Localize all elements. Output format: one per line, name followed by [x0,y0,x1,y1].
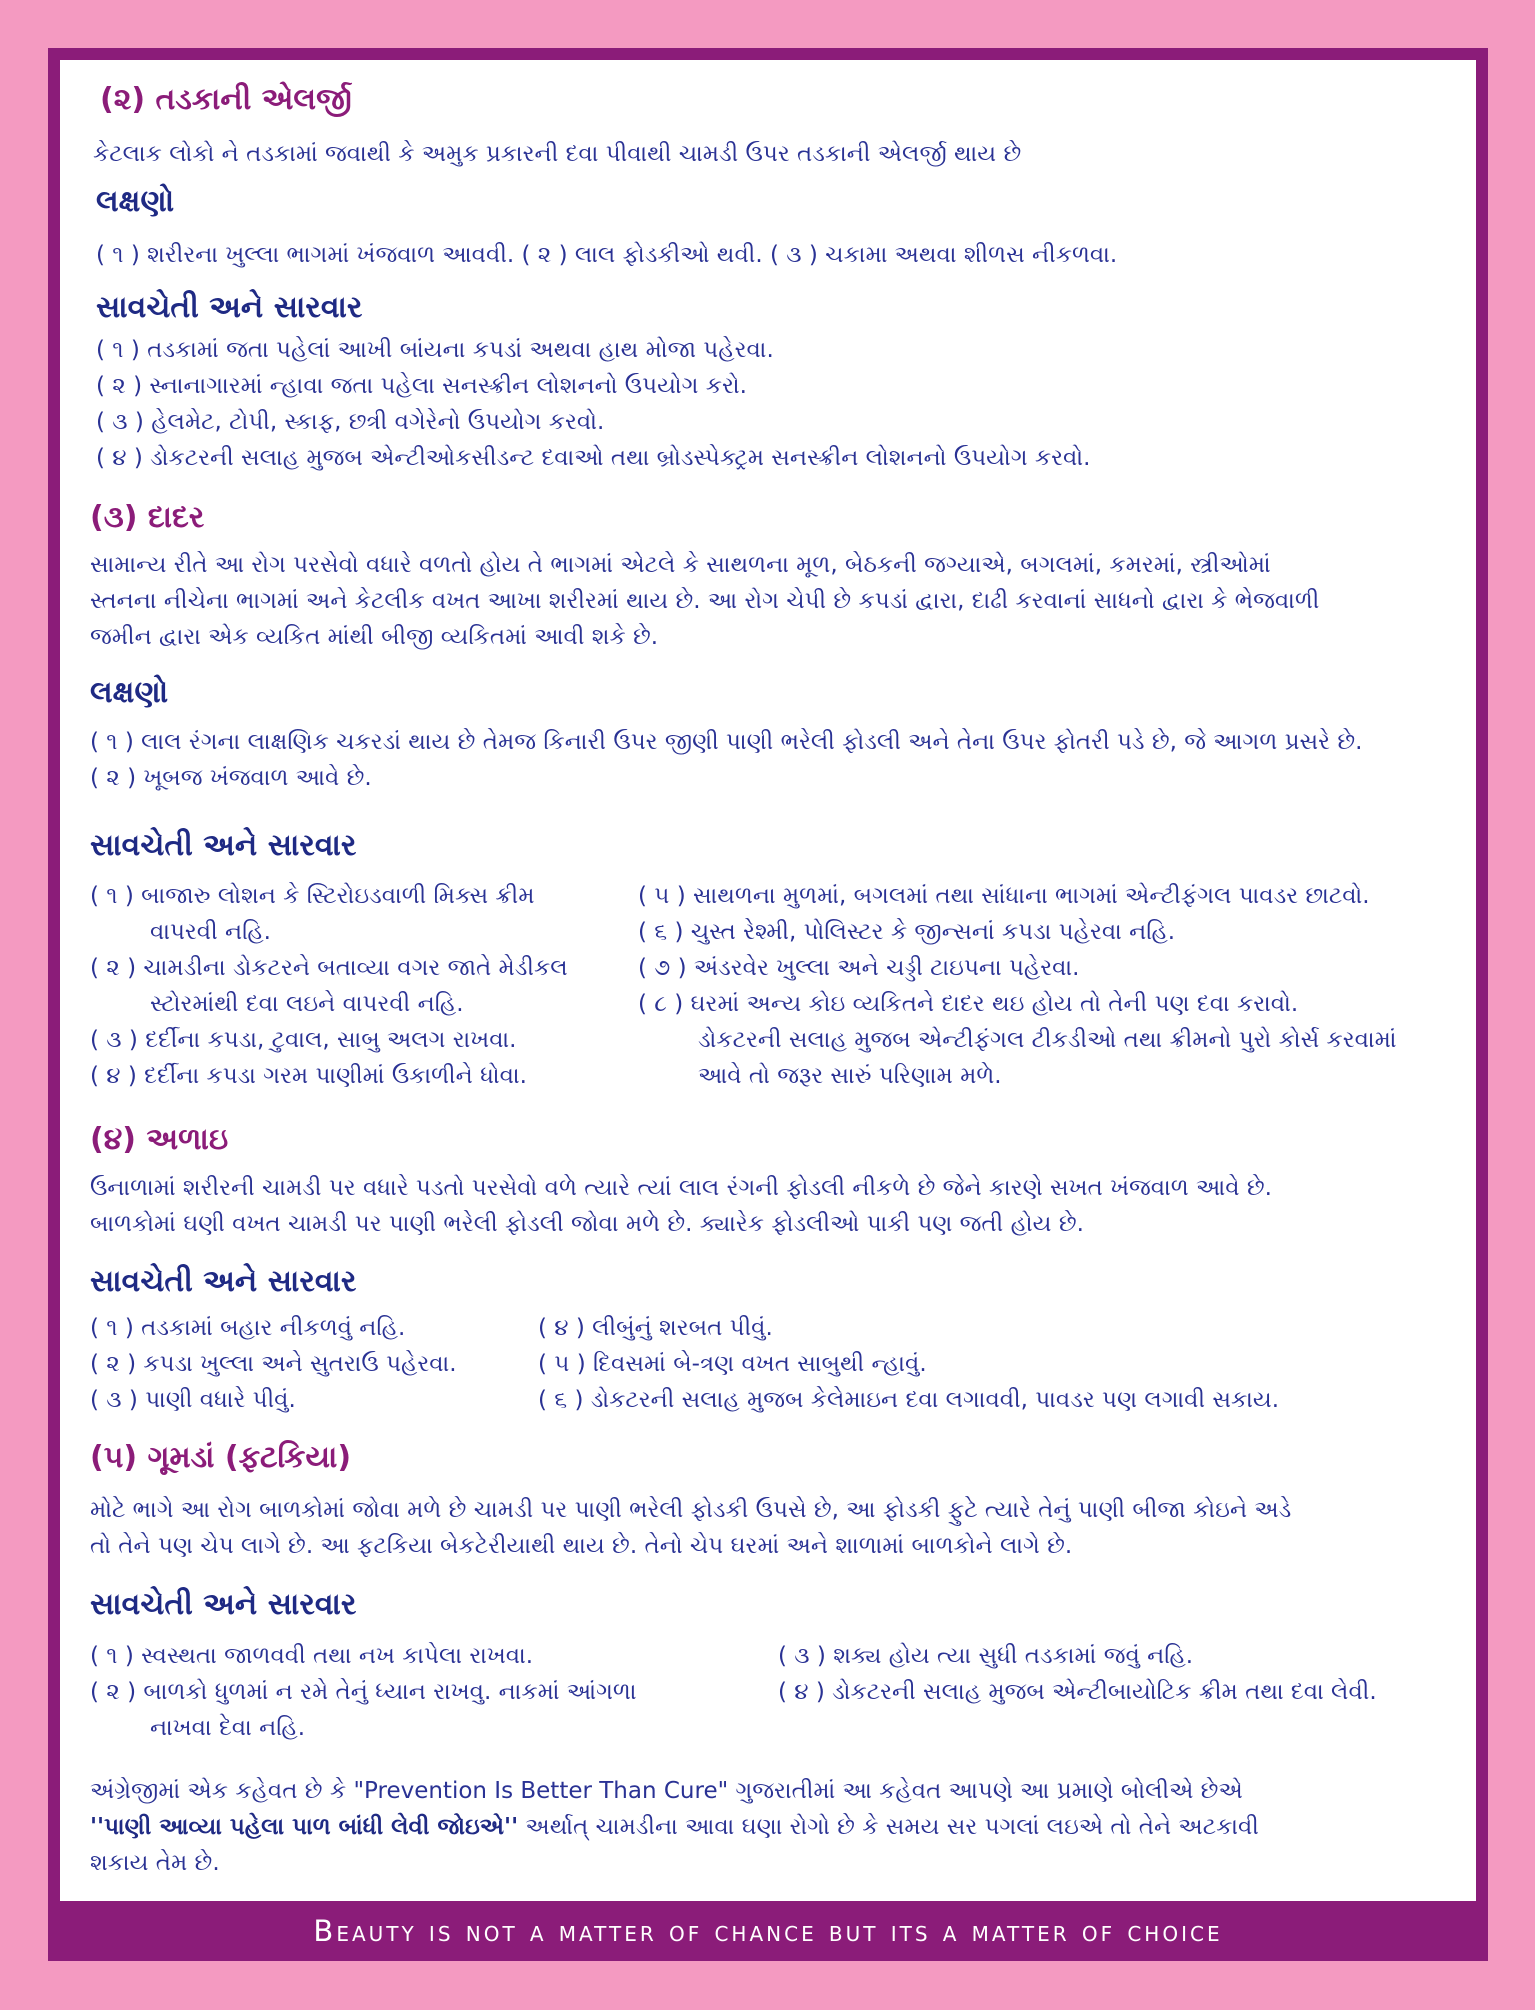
section-3-symptoms-list [90,724,1362,796]
section-3-care-left [90,878,568,1094]
list-item: ( ૪ ) ડોકટરની સલાહ મુજબ એન્ટીઓકસીડન્ટ દવાઓ તથા બ્રોડસ્પેક્ટ્રમ સનસ્ક્રીન લોશનનો ઉપયોગ કરવો. [96,445,1091,471]
list-item: ( ૩ ) હેલમેટ, ટોપી, સ્કાફ, છત્રી વગેરેનો ઉપયોગ કરવો. [96,409,605,435]
list-item-cont: આવે તો જરૂર સારું પરિણામ મળે. [698,1063,1002,1089]
closing-paragraph [90,1773,1259,1881]
list-item: ( ૩ ) દર્દીના કપડા, ટુવાલ, સાબુ અલગ રાખવા. [90,1027,517,1053]
paragraph-line: સ્તનના નીચેના ભાગમાં અને કેટલીક વખત આખા શરીરમાં થાય છે. આ રોગ ચેપી છે કપડાં દ્વારા, દાઢી કરવાનાં સાધનો દ્વારા કે ભેજવાળી [90,588,1320,614]
section-4-intro [90,1170,1272,1242]
section-5-care-heading: સાવચેતી અને સારવાર [90,1587,357,1622]
section-5-care-left [90,1638,636,1746]
list-item: ( ૭ ) અંડરવેર ખુલ્લા અને ચડ્ડી ટાઇપના પહેરવા. [638,955,1080,981]
list-item: ( ૨ ) ખૂબજ ખંજવાળ આવે છે. [90,765,372,791]
list-item: ( ૪ ) લીબુંનું શરબત પીવું. [538,1315,773,1341]
list-item: ( ૫ ) દિવસમાં બે-ત્રણ વખત સાબુથી ન્હાવું. [538,1351,927,1377]
paragraph-line: ઉનાળામાં શરીરની ચામડી પર વધારે પડતો પરસેવો વળે ત્યારે ત્યાં લાલ રંગની ફોડલી નીકળે છે જેને કારણે સખત ખંજવાળ આવે છે. [90,1175,1272,1201]
section-3-intro [90,547,1319,655]
section-3-title: (૩) દાદર [90,500,205,535]
section-2-title: (૨) તડકાની એલર્જી [100,82,352,117]
content-panel [60,60,1476,1901]
list-item: ( ૨ ) સ્નાનાગારમાં ન્હાવા જતા પહેલા સનસ્ક્રીન લોશનનો ઉપયોગ કરો. [96,373,747,399]
section-4-care-heading: સાવચેતી અને સારવાર [90,1264,357,1299]
list-item: ( ૧ ) સ્વસ્થતા જાળવવી તથા નખ કાપેલા રાખવા. [90,1643,534,1669]
section-5-title: (૫) ગૂમડાં (ફટકિયા) [90,1440,352,1475]
section-4-title: (૪) અળાઇ [90,1122,229,1157]
section-3-symptoms-heading: લક્ષણો [90,675,169,710]
section-2-intro: કેટલાક લોકો ને તડકામાં જવાથી કે અમુક પ્રકારની દવા પીવાથી ચામડી ઉપર તડકાની એલર્જી થાય છે [93,141,1022,167]
list-item: ( ૨ ) ચામડીના ડોકટરને બતાવ્યા વગર જાતે મેડીકલ [90,955,568,981]
section-3-care-heading: સાવચેતી અને સારવાર [90,828,357,863]
paragraph-text: અર્થાત્ ચામડીના આવા ઘણા રોગો છે કે સમય સર પગલાં લઇએ તો તેને અટકાવી [518,1814,1259,1840]
paragraph-line: અંગ્રેજીમાં એક કહેવત છે કે "Prevention Is Better Than Cure" ગુજરાતીમાં આ કહેવત આપણે આ પ્રમાણે બોલીએ છેએ [90,1778,1243,1804]
list-item-cont: સ્ટોરમાંથી દવા લઇને વાપરવી નહિ. [150,991,464,1017]
list-item: ( ૪ ) ડોકટરની સલાહ મુજબ એન્ટીબાયોટિક ક્રીમ તથા દવા લેવી. [778,1679,1377,1705]
section-2-care-heading: સાવચેતી અને સારવાર [96,290,363,325]
list-item: ( ૧ ) લાલ રંગના લાક્ષણિક ચકરડાં થાય છે તેમજ કિનારી ઉપર જીણી પાણી ભરેલી ફોડલી અને તેના ઉપર ફોતરી પડે છે, જે આગળ પ્રસરે છે. [90,729,1363,755]
paragraph-line: સામાન્ય રીતે આ રોગ પરસેવો વધારે વળતો હોય તે ભાગમાં એટલે કે સાથળના મૂળ, બેઠકની જગ્યાએ, બગલમાં, કમરમાં, સ્ત્રીઓમાં [90,552,1271,578]
paragraph-line: મોટે ભાગે આ રોગ બાળકોમાં જોવા મળે છે ચામડી પર પાણી ભરેલી ફોડકી ઉપસે છે, આ ફોડકી ફુટે ત્યારે તેનું પાણી બીજા કોઇને અડે [90,1497,1292,1523]
list-item: ( ૩ ) શક્ય હોય ત્યા સુધી તડકામાં જવું નહિ. [778,1643,1194,1669]
list-item: ( ૨ ) બાળકો ધુળમાં ન રમે તેનું ધ્યાન રાખવુ. નાકમાં આંગળા [90,1679,637,1705]
paragraph-line [90,1809,1259,1845]
list-item: ( ૫ ) સાથળના મુળમાં, બગલમાં તથા સાંધાના ભાગમાં એન્ટીફંગલ પાવડર છાટવો. [638,883,1370,909]
section-2-symptoms-heading: લક્ષણો [96,184,175,219]
list-item: ( ૧ ) તડકામાં જતા પહેલાં આખી બાંયના કપડાં અથવા હાથ મોજા પહેરવા. [96,337,774,363]
section-4-care-left [90,1310,457,1418]
list-item: ( ૪ ) દર્દીના કપડા ગરમ પાણીમાં ઉકાળીને ધોવા. [90,1063,527,1089]
section-2-symptoms: ( ૧ ) શરીરના ખુલ્લા ભાગમાં ખંજવાળ આવવી. ( ૨ ) લાલ ફોડકીઓ થવી. ( ૩ ) ચકામા અથવા શીળસ નીકળવા. [96,242,1118,268]
section-5-care-right [778,1638,1377,1710]
list-item-cont: નાખવા દેવા નહિ. [150,1715,306,1741]
list-item: ( ૧ ) બાજારુ લોશન કે સ્ટિરોઇડવાળી મિક્સ ક્રીમ [90,883,535,909]
list-item: ( ૬ ) ચુસ્ત રેશ્મી, પોલિસ્ટર કે જીન્સનાં કપડા પહેરવા નહિ. [638,919,1176,945]
paragraph-line: જમીન દ્વારા એક વ્યકિત માંથી બીજી વ્યકિતમાં આવી શકે છે. [90,624,659,650]
list-item-cont: વાપરવી નહિ. [150,919,271,945]
section-2-care-list [96,332,1090,476]
list-item-cont: ડોકટરની સલાહ મુજબ એન્ટીફંગલ ટીકડીઓ તથા ક્રીમનો પુરો કોર્સ કરવામાં [698,1027,1397,1053]
list-item: ( ૩ ) પાણી વધારે પીવું. [90,1387,296,1413]
section-3-care-right [638,878,1397,1094]
section-5-intro [90,1492,1291,1564]
paragraph-line: બાળકોમાં ઘણી વખત ચામડી પર પાણી ભરેલી ફોડલી જોવા મળે છે. ક્યારેક ફોડલીઓ પાકી પણ જતી હોય છે. [90,1211,1084,1237]
paragraph-line: શકાય તેમ છે. [90,1850,220,1876]
list-item: ( ૮ ) ઘરમાં અન્ય કોઇ વ્યકિતને દાદર થઇ હોય તો તેની પણ દવા કરાવો. [638,991,1299,1017]
paragraph-line: તો તેને પણ ચેપ લાગે છે. આ ફટકિયા બેકટેરીયાથી થાય છે. તેનો ચેપ ઘરમાં અને શાળામાં બાળકોને લાગે છે. [90,1533,1073,1559]
list-item: ( ૨ ) કપડા ખુલ્લા અને સુતરાઉ પહેરવા. [90,1351,457,1377]
list-item: ( ૬ ) ડોકટરની સલાહ મુજબ કેલેમાઇન દવા લગાવવી, પાવડર પણ લગાવી સકાય. [538,1387,1280,1413]
footer-tagline: Beauty is not a matter of chance but its a matter of choice [313,1914,1223,1948]
list-item: ( ૧ ) તડકામાં બહાર નીકળવું નહિ. [90,1315,406,1341]
section-4-care-right [538,1310,1279,1418]
proverb-quote: ''પાણી આવ્યા પહેલા પાળ બાંધી લેવી જોઇએ'' [90,1814,519,1840]
